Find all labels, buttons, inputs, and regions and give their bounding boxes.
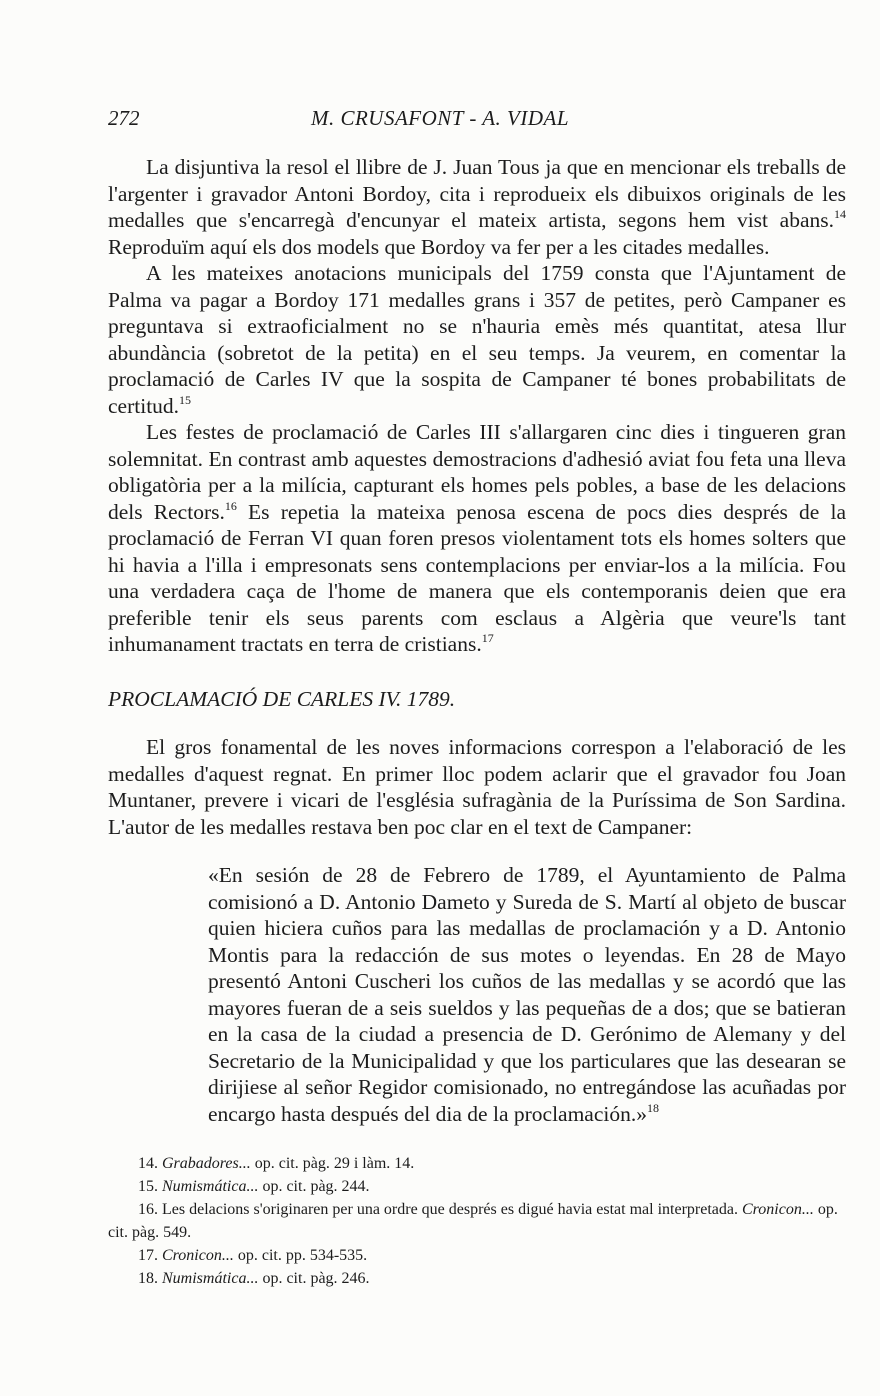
- quote-paragraph: [208, 862, 846, 1127]
- footnote-text: op. cit. pàg. 244.: [258, 1178, 370, 1195]
- footnote-title: Cronicon...: [742, 1201, 814, 1218]
- footnote-number: 14.: [138, 1155, 158, 1172]
- footnote-18: [108, 1267, 846, 1290]
- paragraph-2-text: A les mateixes anotacions municipals del 1759 consta que l'Ajuntament de Palma va pagar a Bordoy 171 medalles grans i 357 de petites, però Campaner es preguntava si extraoficialment no se n'hauria emès més quantitat, atesa llur abundància (sobretot de la petita) en el seu temps. Ja veurem, en comentar la proclamació de Carles IV que la sospita de Campaner té bones probabilitats de certitud.: [108, 261, 846, 418]
- footnote-16: [108, 1198, 846, 1244]
- paragraph-1-text: La disjuntiva la resol el llibre de J. Juan Tous ja que en mencionar els treballs de l'argenter i gravador Antoni Bordoy, cita i reprodueix els dibuixos originals de les medalles que s'encarregà d'encunyar el mateix artista, segons hem vist abans.: [108, 155, 846, 232]
- paragraph-2: [108, 260, 846, 419]
- footnote-14: [108, 1152, 846, 1175]
- running-title: M. CRUSAFONT - A. VIDAL: [310, 106, 570, 130]
- footnote-text: op. cit. pàg. 246.: [258, 1270, 370, 1287]
- footnote-number: 17.: [138, 1247, 158, 1264]
- section-paragraph: El gros fonamental de les noves informacions correspon a l'elaboració de les medalles d'aquest regnat. En primer lloc podem aclarir que el gravador fou Joan Muntaner, prevere i vicari de l'església sufragània de la Puríssima de Son Sardina. L'autor de les medalles restava ben poc clar en el text de Campaner:: [108, 735, 846, 839]
- footnote-number: 15.: [138, 1178, 158, 1195]
- body-text: [108, 154, 846, 1127]
- paragraph-1: [108, 154, 846, 260]
- footnote-title: Numismática...: [162, 1178, 259, 1195]
- paragraph-1-tail: Reproduïm aquí els dos models que Bordoy va fer per a les citades medalles.: [108, 234, 770, 259]
- footnote-title: Grabadores...: [162, 1155, 251, 1172]
- footnote-ref-15: 15: [179, 392, 192, 407]
- footnote-text: op. cit. pàg. 29 i làm. 14.: [250, 1155, 415, 1172]
- paragraph-3: [108, 419, 846, 658]
- footnote-15: [108, 1175, 846, 1198]
- footnote-ref-17: 17: [481, 631, 494, 645]
- block-quote: [208, 862, 846, 1127]
- quote-text: «En sesión de 28 de Febrero de 1789, el Ayuntamiento de Palma comisionó a D. Antonio Dameto y Sureda de S. Martí al objeto de buscar quien hiciera cuños para las medallas de proclamación y a D. Antonio Montis para la redacción de sus motes o leyendas. En 28 de Mayo presentó Antoni Cuscheri los cuños de las medallas y se acordó que las mayores fueran de a seis sueldos y las pequeñas de a dos; que se batieran en la casa de la ciudad a presencia de D. Gerónimo de Alemany y del Secretario de la Municipalidad y que los particulares que las desearan se dirijiese al señor Regidor comisionado, no entregándose las acuñadas por encargo hasta después del dia de la proclamación.»: [208, 863, 846, 1126]
- footnote-ref-14: 14: [834, 207, 846, 221]
- running-head: [0, 106, 880, 136]
- footnote-text: op. cit. pàg. 549.: [108, 1201, 838, 1241]
- footnotes: [108, 1152, 846, 1290]
- footnote-ref-16: 16: [224, 498, 237, 513]
- footnote-title: Cronicon...: [162, 1247, 234, 1264]
- footnote-number: 18.: [138, 1270, 158, 1287]
- paragraph-3-tail: Es repetia la mateixa penosa escena de pocs dies després de la proclamació de Ferran VI quan foren presos violentament tots els homes solters que hi havia a l'illa i empresonats sens contemplacions per enviar-los a la milícia. Fou una verdadera caça de l'home de manera que els contemporanis deien que era preferible tenir els seus parents com esclaus a Algèria que veure'ls tant inhumanament tractats en terra de cristians.: [108, 499, 846, 656]
- paragraph-3-text: Les festes de proclamació de Carles III s'allargaren cinc dies i tingueren gran solemnitat. En contrast amb aquestes demostracions d'adhesió aviat fou feta una lleva obligatòria per a la milícia, capturant els homes pels pobles, a base de les delacions dels Rectors.: [108, 420, 846, 524]
- footnote-ref-18: 18: [647, 1100, 659, 1115]
- footnote-text: op. cit. pp. 534-535.: [233, 1247, 368, 1264]
- section-heading: PROCLAMACIÓ DE CARLES IV. 1789.: [108, 686, 456, 711]
- footnote-number: 16.: [138, 1201, 158, 1218]
- footnote-lead-text: Les delacions s'originaren per una ordre que després es digué havia estat mal interpretada.: [162, 1201, 738, 1218]
- page-number: 272: [108, 106, 140, 130]
- footnote-title: Numismática...: [162, 1270, 259, 1287]
- footnote-17: [108, 1244, 846, 1267]
